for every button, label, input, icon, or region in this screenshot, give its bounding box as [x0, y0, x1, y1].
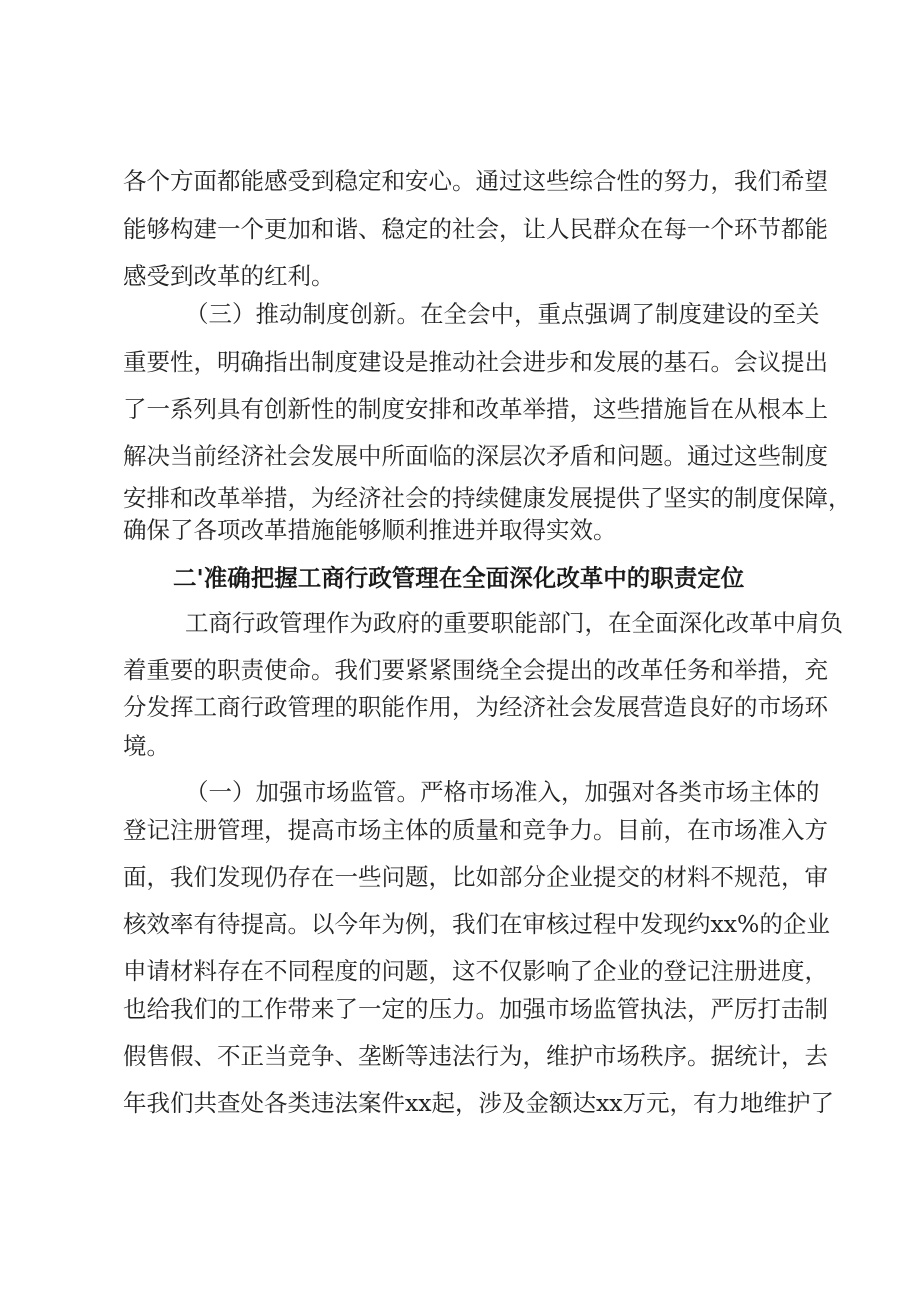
section-heading: 二'准确把握工商行政管理在全面深化改革中的职责定位 [173, 564, 745, 592]
paragraph-line: 面，我们发现仍存在一些问题，比如部分企业提交的材料不规范，审 [123, 863, 828, 891]
paragraph-line: 登记注册管理，提高市场主体的质量和竞争力。目前，在市场准入方 [123, 816, 828, 844]
paragraph-line: 能够构建一个更加和谐、稳定的社会，让人民群众在每一个环节都能 [123, 215, 828, 243]
paragraph-line: 各个方面都能感受到稳定和安心。通过这些综合性的努力，我们希望 [123, 167, 828, 195]
paragraph-line: 核效率有待提高。以今年为例，我们在审核过程中发现约xx%的企业 [123, 910, 830, 938]
paragraph-line: （三）推动制度创新。在全会中，重点强调了制度建设的至关 [185, 300, 820, 328]
paragraph-line: 解决当前经济社会发展中所面临的深层次矛盾和问题。通过这些制度 [123, 442, 828, 470]
paragraph-line: 着重要的职责使命。我们要紧紧围绕全会提出的改革任务和举措，充 [123, 656, 828, 684]
paragraph-line: 年我们共查处各类违法案件xx起，涉及金额达xx万元，有力地维护了 [123, 1089, 835, 1117]
paragraph-line: 确保了各项改革措施能够顺利推进并取得实效。 [123, 516, 617, 544]
paragraph-line: 安排和改革举措，为经济社会的持续健康发展提供了坚实的制度保障， [123, 484, 852, 512]
paragraph-line: 感受到改革的红利。 [123, 262, 335, 290]
paragraph-line: 了一系列具有创新性的制度安排和改革举措，这些措施旨在从根本上 [123, 395, 828, 423]
paragraph-line: 境。 [123, 732, 170, 760]
paragraph-line: 重要性，明确指出制度建设是推动社会进步和发展的基石。会议提出 [123, 348, 828, 376]
paragraph-line: 假售假、不正当竞争、垄断等违法行为，维护市场秩序。据统计，去 [123, 1042, 828, 1070]
paragraph-line: 分发挥工商行政管理的职能作用，为经济社会发展营造良好的市场环 [123, 693, 828, 721]
paragraph-line: 也给我们的工作带来了一定的压力。加强市场监管执法，严厉打击制 [123, 995, 828, 1023]
paragraph-line: 工商行政管理作为政府的重要职能部门，在全面深化改革中肩负 [185, 609, 843, 637]
paragraph-line: 申请材料存在不同程度的问题，这不仅影响了企业的登记注册进度， [123, 957, 828, 985]
paragraph-line: （一）加强市场监管。严格市场准入，加强对各类市场主体的 [185, 778, 820, 806]
